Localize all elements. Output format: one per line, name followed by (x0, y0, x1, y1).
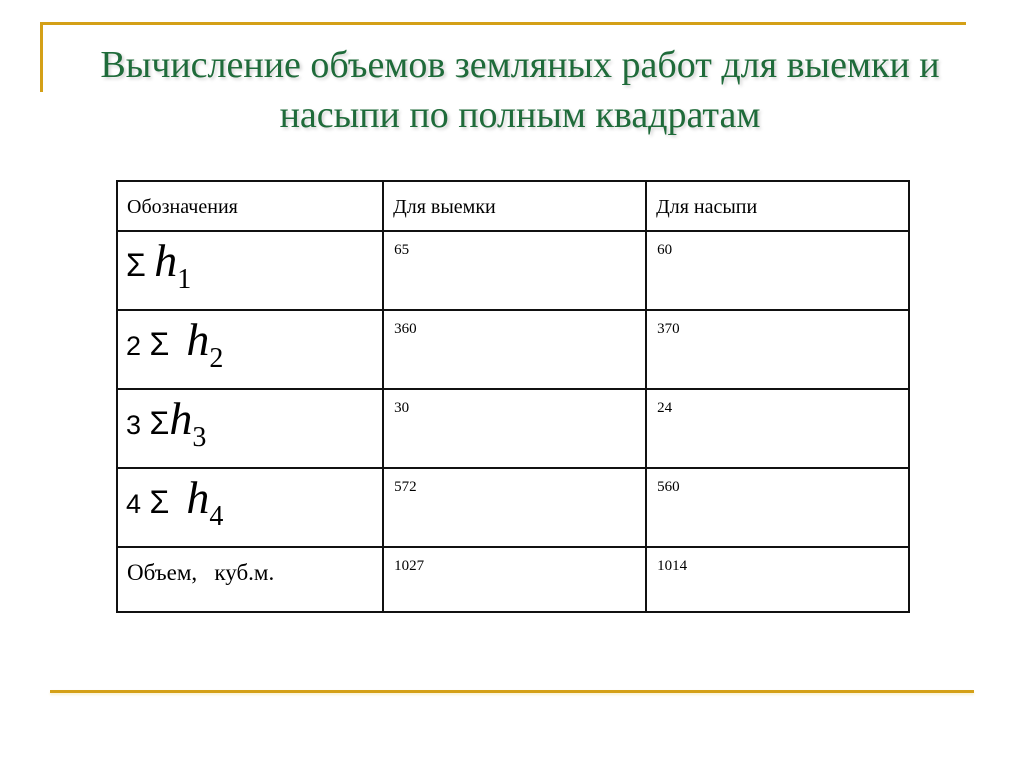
embankment-value: 370 (657, 321, 680, 337)
embankment-cell (646, 468, 909, 547)
volume-label-cell (117, 547, 383, 612)
embankment-total-value: 1014 (657, 558, 688, 574)
designation-cell (117, 468, 383, 547)
excavation-value: 572 (394, 479, 417, 495)
embankment-value: 560 (657, 479, 680, 495)
table-header-row (117, 181, 909, 231)
table-row (117, 231, 909, 310)
volume-label: Объем, куб.м. (127, 560, 275, 585)
designation-cell (117, 310, 383, 389)
excavation-total-cell (383, 547, 646, 612)
sigma-symbol: Σ (149, 405, 170, 441)
subscript: 3 (192, 422, 207, 453)
header-designation-label: Обозначения (127, 195, 238, 218)
subscript: 2 (209, 343, 224, 374)
formula-sum-h1 (118, 232, 382, 293)
excavation-value: 65 (394, 242, 410, 258)
h-variable: h (186, 314, 210, 365)
coefficient: 4 (126, 489, 142, 519)
sigma-symbol: Σ (149, 484, 170, 520)
excavation-cell (383, 231, 646, 310)
embankment-value: 24 (657, 400, 673, 416)
sigma-symbol: Σ (149, 326, 170, 362)
h-variable: h (169, 393, 193, 444)
excavation-cell (383, 468, 646, 547)
top-accent-rule (40, 22, 966, 25)
slide-title: Вычисление объемов земляных работ для выемки и насыпи по полным квадратам (100, 44, 940, 136)
table-row (117, 310, 909, 389)
designation-cell (117, 389, 383, 468)
earthwork-volume-table (116, 180, 910, 613)
header-excavation-label: Для выемки (393, 195, 496, 218)
sigma-symbol: Σ (126, 247, 146, 283)
bottom-accent-rule (50, 690, 974, 693)
subscript: 4 (209, 501, 224, 532)
embankment-cell (646, 389, 909, 468)
designation-cell (117, 231, 383, 310)
header-designation (117, 181, 383, 231)
excavation-cell (383, 389, 646, 468)
coefficient: 3 (126, 410, 142, 440)
table-row-total (117, 547, 909, 612)
embankment-cell (646, 310, 909, 389)
h-variable: h (186, 472, 210, 523)
header-embankment (646, 181, 909, 231)
excavation-value: 30 (394, 400, 410, 416)
header-excavation (383, 181, 646, 231)
embankment-cell (646, 231, 909, 310)
formula-4-sum-h4 (118, 469, 382, 530)
embankment-value: 60 (657, 242, 673, 258)
formula-3-sum-h3 (118, 390, 382, 451)
table-row (117, 389, 909, 468)
subscript: 1 (177, 264, 192, 295)
excavation-cell (383, 310, 646, 389)
excavation-value: 360 (394, 321, 417, 337)
header-embankment-label: Для насыпи (656, 195, 758, 218)
coefficient: 2 (126, 331, 142, 361)
excavation-total-value: 1027 (394, 558, 425, 574)
embankment-total-cell (646, 547, 909, 612)
h-variable: h (154, 235, 178, 286)
table-row (117, 468, 909, 547)
formula-2-sum-h2 (118, 311, 382, 372)
left-accent-rule (40, 22, 43, 92)
